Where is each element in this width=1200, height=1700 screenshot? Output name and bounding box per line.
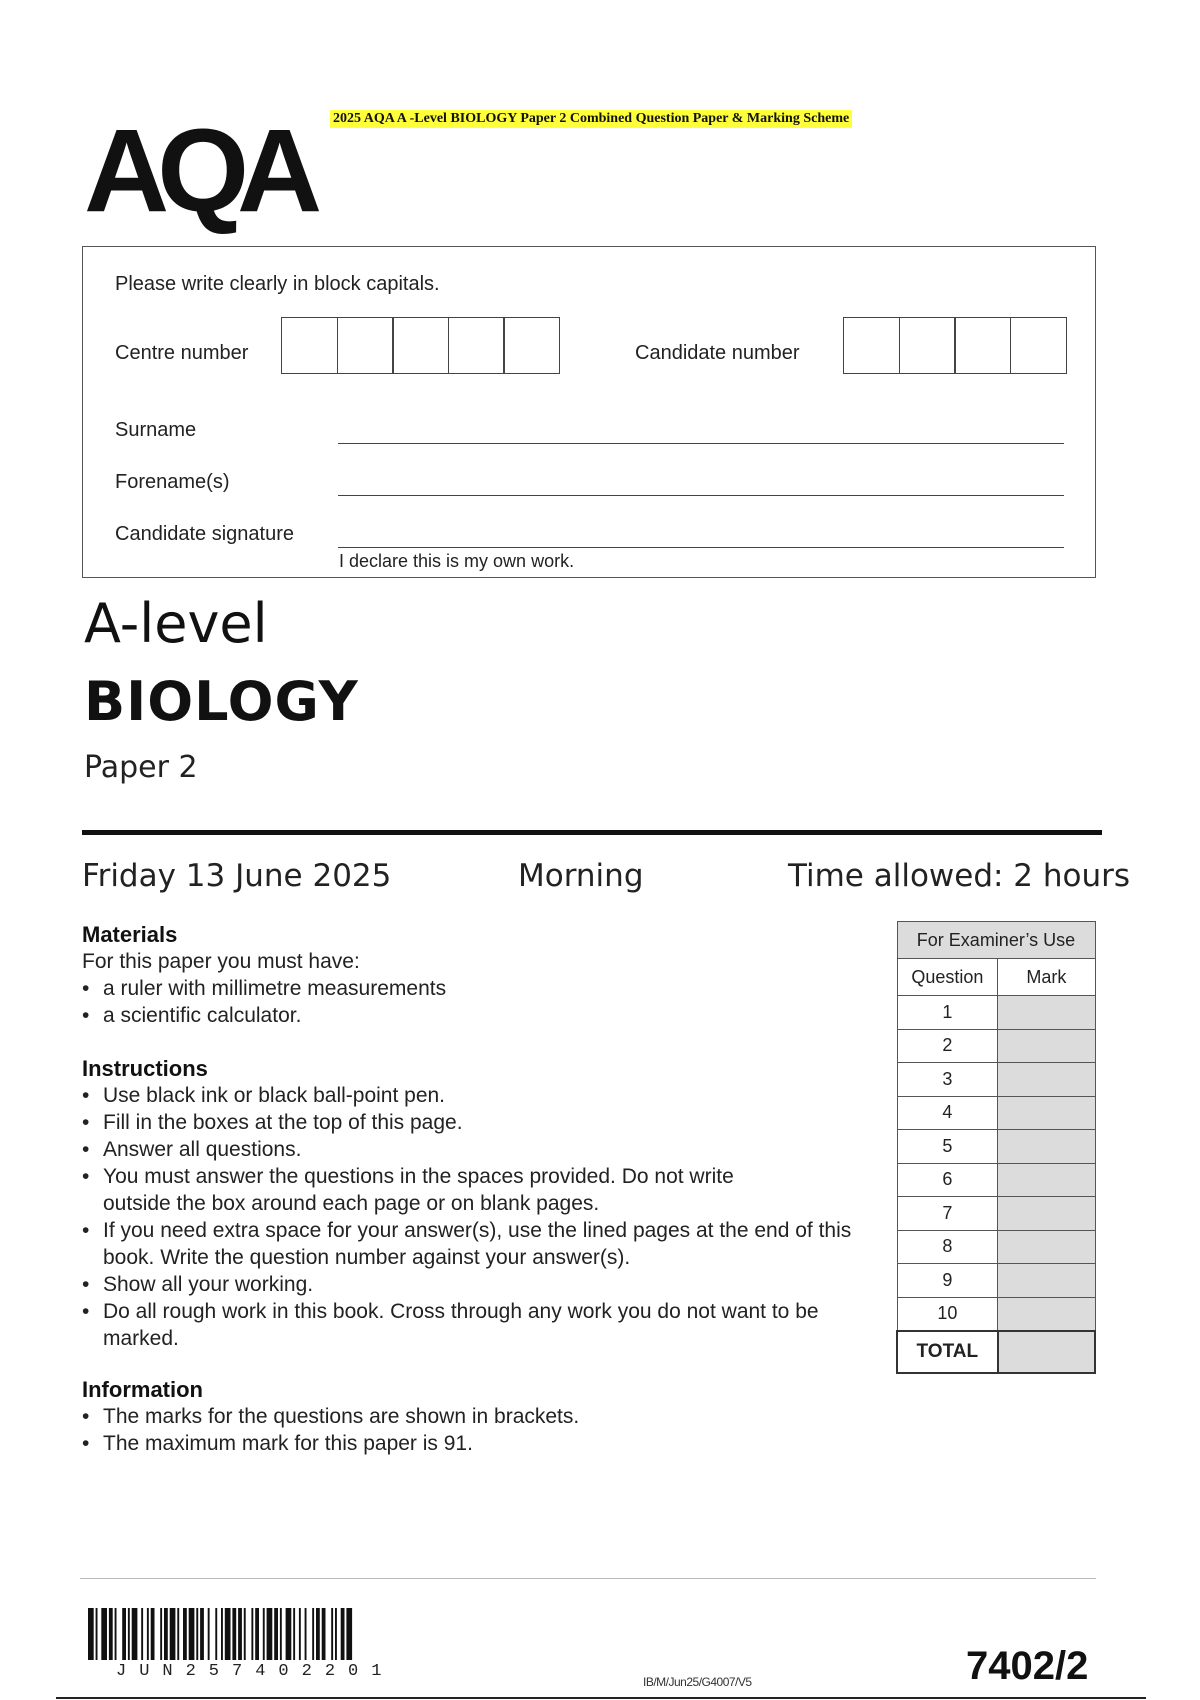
- materials-section: [82, 922, 862, 1029]
- signature-label: Candidate signature: [115, 523, 295, 545]
- question-number: 5: [897, 1130, 998, 1164]
- paper-number: Paper 2: [84, 750, 198, 785]
- qualification-level: A-level: [84, 592, 268, 655]
- instructions-list: [82, 1082, 862, 1352]
- total-label: TOTAL: [897, 1331, 998, 1373]
- list-item: • a ruler with millimetre measurements: [82, 975, 862, 1002]
- total-mark-cell: [998, 1331, 1095, 1373]
- instructions-heading: Instructions: [82, 1056, 208, 1081]
- candidate-number-digit[interactable]: [899, 317, 956, 374]
- list-item: • Use black ink or black ball-point pen.: [82, 1082, 862, 1109]
- surname-field[interactable]: [338, 443, 1064, 444]
- mark-cell: [998, 1264, 1095, 1298]
- information-heading: Information: [82, 1377, 203, 1402]
- exam-date: Friday 13 June 2025: [82, 858, 392, 894]
- barcode-image: [88, 1608, 473, 1660]
- form-instruction: Please write clearly in block capitals.: [115, 273, 440, 295]
- declaration-text: I declare this is my own work.: [339, 551, 575, 571]
- header-divider: [82, 830, 1102, 835]
- mark-cell: [998, 1029, 1095, 1063]
- list-item: • The maximum mark for this paper is 91.: [82, 1430, 862, 1457]
- candidate-number-digit[interactable]: [954, 317, 1011, 374]
- exam-session: Morning: [518, 858, 644, 894]
- mark-cell: [998, 1063, 1095, 1097]
- aqa-logo: AQA: [84, 105, 311, 237]
- question-number: 10: [897, 1297, 998, 1331]
- centre-number-digit[interactable]: [337, 317, 394, 374]
- footer-divider: [80, 1578, 1096, 1579]
- question-number: 1: [897, 996, 998, 1030]
- candidate-number-digit[interactable]: [1010, 317, 1067, 374]
- materials-list: [82, 975, 862, 1029]
- materials-intro: For this paper you must have:: [82, 950, 360, 973]
- question-number: 9: [897, 1264, 998, 1298]
- forename-field[interactable]: [338, 495, 1064, 496]
- candidate-number-label: Candidate number: [635, 342, 800, 364]
- surname-label: Surname: [115, 419, 197, 441]
- subject-title: BIOLOGY: [84, 670, 359, 733]
- candidate-details-box: [82, 246, 1096, 578]
- materials-heading: Materials: [82, 922, 178, 947]
- mark-column-header: Mark: [998, 959, 1095, 996]
- question-number: 3: [897, 1063, 998, 1097]
- document-banner: 2025 AQA A -Level BIOLOGY Paper 2 Combined Question Paper & Marking Scheme: [330, 110, 852, 128]
- list-item: • Answer all questions.: [82, 1136, 862, 1163]
- page-bottom-border: [56, 1697, 1146, 1699]
- centre-number-digit[interactable]: [448, 317, 505, 374]
- list-item: • Do all rough work in this book. Cross through any work you do not want to be marked.: [82, 1298, 843, 1352]
- centre-number-digit[interactable]: [281, 317, 338, 374]
- examiner-table-title: For Examiner’s Use: [897, 922, 1095, 959]
- question-column-header: Question: [897, 959, 998, 996]
- barcode-number: JUN257402201: [116, 1662, 395, 1681]
- instructions-section: [82, 1056, 862, 1352]
- mark-cell: [998, 1297, 1095, 1331]
- forename-label: Forename(s): [115, 471, 230, 493]
- centre-number-label: Centre number: [115, 342, 249, 364]
- candidate-number-boxes: [843, 317, 1065, 374]
- list-item: • The marks for the questions are shown in brackets.: [82, 1403, 862, 1430]
- list-item: • You must answer the questions in the spaces provided. Do not write outside the box around each page or on blank pages.: [82, 1163, 793, 1217]
- candidate-number-digit[interactable]: [843, 317, 900, 374]
- question-number: 7: [897, 1197, 998, 1231]
- information-section: [82, 1377, 862, 1457]
- signature-field[interactable]: [338, 547, 1064, 548]
- information-list: [82, 1403, 862, 1457]
- list-item: • Show all your working.: [82, 1271, 862, 1298]
- mark-cell: [998, 1230, 1095, 1264]
- centre-number-boxes: [281, 317, 559, 374]
- list-item: • If you need extra space for your answer(s), use the lined pages at the end of this book. Write the question number against your answer(s).: [82, 1217, 862, 1271]
- document-reference: IB/M/Jun25/G4007/V5: [643, 1675, 752, 1689]
- centre-number-digit[interactable]: [503, 317, 560, 374]
- mark-cell: [998, 996, 1095, 1030]
- question-number: 2: [897, 1029, 998, 1063]
- list-item: • a scientific calculator.: [82, 1002, 862, 1029]
- mark-cell: [998, 1130, 1095, 1164]
- paper-code: 7402/2: [966, 1644, 1089, 1688]
- mark-cell: [998, 1197, 1095, 1231]
- time-allowed: Time allowed: 2 hours: [788, 858, 1131, 894]
- mark-cell: [998, 1096, 1095, 1130]
- question-number: 4: [897, 1096, 998, 1130]
- list-item: • Fill in the boxes at the top of this page.: [82, 1109, 862, 1136]
- question-number: 6: [897, 1163, 998, 1197]
- mark-cell: [998, 1163, 1095, 1197]
- question-number: 8: [897, 1230, 998, 1264]
- examiner-use-table: [896, 921, 1096, 1374]
- centre-number-digit[interactable]: [392, 317, 449, 374]
